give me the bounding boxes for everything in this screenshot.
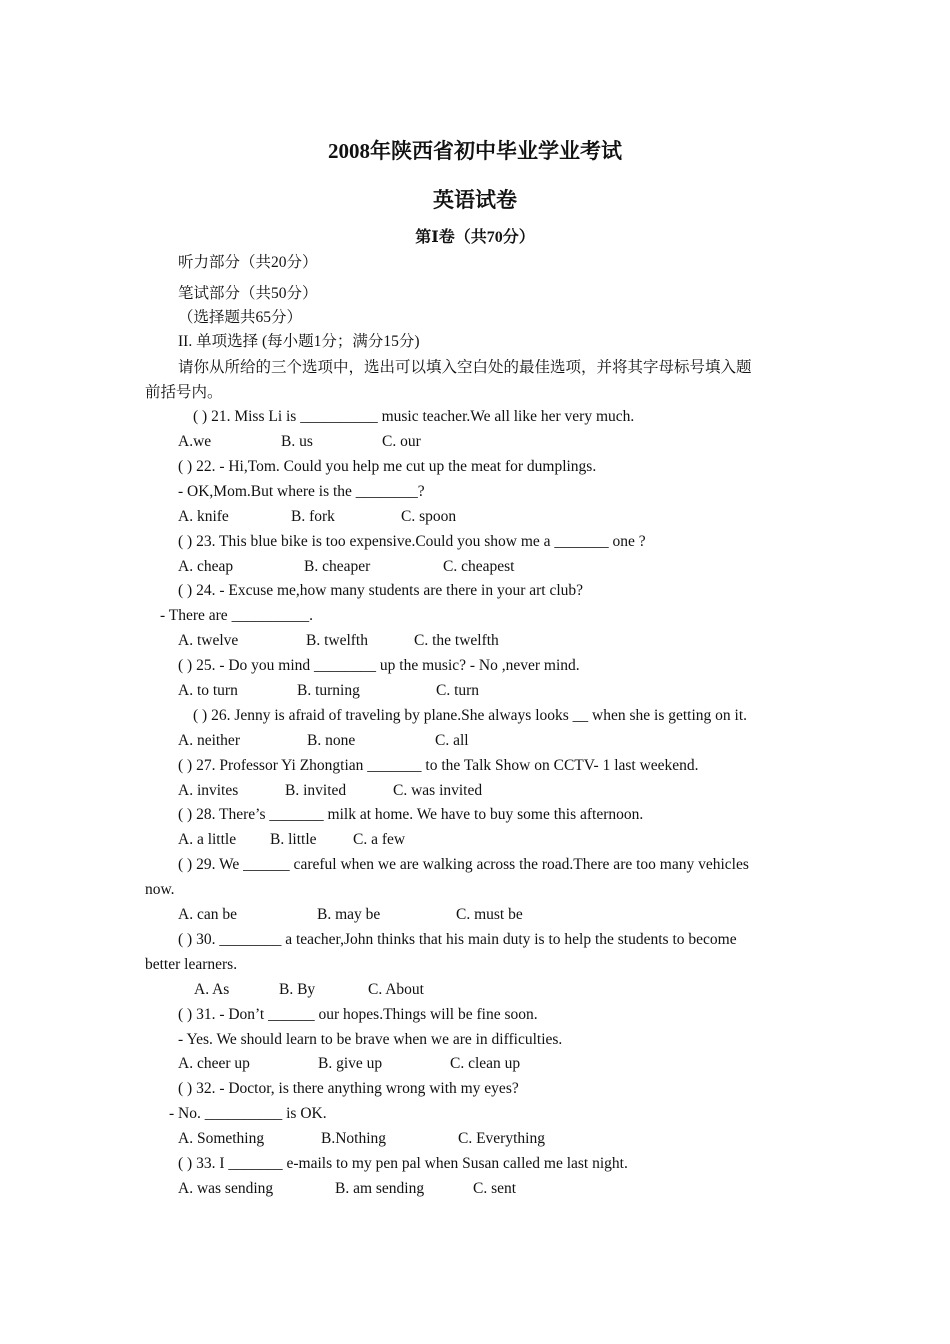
instruction-line-2: 前括号内。 — [145, 384, 223, 401]
choice-total-label: （选择题共65分） — [178, 309, 303, 326]
q32-option-c: C. Everything — [458, 1130, 545, 1147]
volume-heading: 第Ⅰ卷（共70分） — [415, 229, 535, 246]
exam-title: 2008年陕西省初中毕业学业考试 — [328, 139, 622, 163]
q30-option-a: A. As — [194, 981, 230, 998]
question-22: ( ) 22. - Hi,Tom. Could you help me cut up the meat for dumplings. — [178, 458, 597, 475]
q26-option-a: A. neither — [178, 732, 240, 749]
q25-option-c: C. turn — [436, 682, 480, 699]
q26-option-b: B. none — [307, 732, 356, 749]
q27-option-b: B. invited — [285, 782, 347, 799]
instruction-line-1: 请你从所给的三个选项中，选出可以填入空白处的最佳选项，并将其字母标号填入题 — [178, 359, 752, 376]
question-32: ( ) 32. - Doctor, is there anything wrong with my eyes? — [178, 1080, 519, 1097]
q23-option-c: C. cheapest — [443, 558, 515, 575]
question-33: ( ) 33. I _______ e-mails to my pen pal when Susan called me last night. — [178, 1155, 628, 1172]
q27-option-c: C. was invited — [393, 782, 483, 799]
question-25: ( ) 25. - Do you mind ________ up the music? - No ,never mind. — [178, 657, 580, 674]
q30-option-b: B. By — [279, 981, 316, 998]
question-31-reply: - Yes. We should learn to be brave when we are in difficulties. — [178, 1031, 563, 1048]
q31-option-c: C. clean up — [450, 1055, 521, 1072]
question-23: ( ) 23. This blue bike is too expensive.Could you show me a _______ one ? — [178, 533, 646, 550]
question-30: ( ) 30. ________ a teacher,John thinks that his main duty is to help the students to become — [178, 931, 737, 948]
q30-option-c: C. About — [368, 981, 424, 998]
exam-subtitle: 英语试卷 — [433, 188, 517, 212]
q21-option-c: C. our — [382, 433, 421, 450]
question-22-reply: - OK,Mom.But where is the ________? — [178, 483, 425, 500]
q22-option-c: C. spoon — [401, 508, 457, 525]
q22-option-a: A. knife — [178, 508, 229, 525]
question-29: ( ) 29. We ______ careful when we are walking across the road.There are too many vehicles — [178, 856, 749, 873]
question-31: ( ) 31. - Don’t ______ our hopes.Things will be fine soon. — [178, 1006, 538, 1023]
question-29-continued: now. — [145, 881, 175, 898]
writing-section-label: 笔试部分（共50分） — [178, 285, 318, 302]
q23-option-b: B. cheaper — [304, 558, 371, 575]
q28-option-c: C. a few — [353, 831, 406, 848]
q23-option-a: A. cheap — [178, 558, 234, 575]
listening-section-label: 听力部分（共20分） — [178, 254, 318, 271]
q31-option-b: B. give up — [318, 1055, 383, 1072]
q33-option-a: A. was sending — [178, 1180, 274, 1197]
q33-option-b: B. am sending — [335, 1180, 425, 1197]
q29-option-c: C. must be — [456, 906, 523, 923]
question-32-reply: - No. __________ is OK. — [169, 1105, 327, 1122]
question-24: ( ) 24. - Excuse me,how many students are there in your art club? — [178, 582, 584, 599]
question-30-continued: better learners. — [145, 956, 238, 973]
q22-option-b: B. fork — [291, 508, 335, 525]
q31-option-a: A. cheer up — [178, 1055, 250, 1072]
q21-option-b: B. us — [281, 433, 313, 450]
q24-option-b: B. twelfth — [306, 632, 368, 649]
question-21: ( ) 21. Miss Li is __________ music teacher.We all like her very much. — [193, 408, 635, 425]
q24-option-a: A. twelve — [178, 632, 239, 649]
q24-option-c: C. the twelfth — [414, 632, 499, 649]
q21-option-a: A.we — [178, 433, 212, 450]
q29-option-a: A. can be — [178, 906, 237, 923]
question-26: ( ) 26. Jenny is afraid of traveling by plane.She always looks __ when she is getting on it. — [193, 707, 748, 724]
question-24-reply: - There are __________. — [160, 607, 313, 624]
question-27: ( ) 27. Professor Yi Zhongtian _______ to the Talk Show on CCTV- 1 last weekend. — [178, 757, 699, 774]
q32-option-a: A. Something — [178, 1130, 265, 1147]
q28-option-b: B. little — [270, 831, 317, 848]
q25-option-a: A. to turn — [178, 682, 238, 699]
q28-option-a: A. a little — [178, 831, 237, 848]
question-28: ( ) 28. There’s _______ milk at home. We have to buy some this afternoon. — [178, 806, 644, 823]
q32-option-b: B.Nothing — [321, 1130, 387, 1147]
part2-heading: II. 单项选择 (每小题1分；满分15分) — [178, 333, 420, 350]
q25-option-b: B. turning — [297, 682, 360, 699]
q27-option-a: A. invites — [178, 782, 239, 799]
q29-option-b: B. may be — [317, 906, 381, 923]
q33-option-c: C. sent — [473, 1180, 517, 1197]
q26-option-c: C. all — [435, 732, 469, 749]
